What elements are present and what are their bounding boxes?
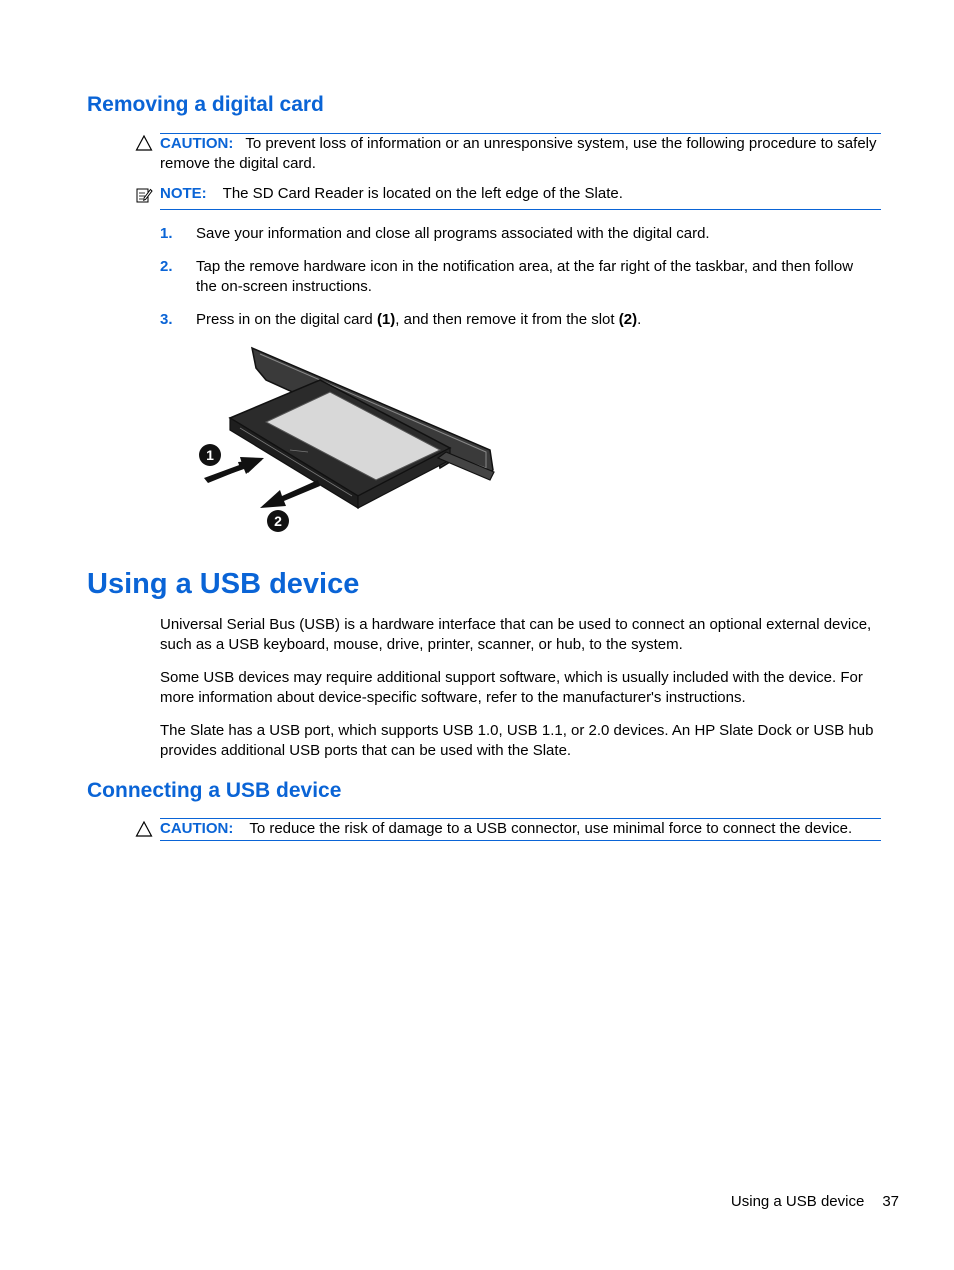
page-footer — [715, 1192, 899, 1212]
caution-text: To reduce the risk of damage to a USB connector, use minimal force to connect the device. — [249, 820, 853, 837]
caution-triangle-icon — [135, 820, 153, 838]
step-number: 1. — [160, 225, 173, 242]
caution-notice — [160, 133, 881, 173]
step-text: Press in on the digital card (1), and then remove it from the slot (2). — [196, 311, 642, 328]
note-label: NOTE: — [160, 185, 207, 202]
footer-section-name: Using a USB device — [730, 1193, 865, 1210]
step-text: Save your information and close all programs associated with the digital card. — [196, 225, 710, 242]
section-heading-using-usb-device: Using a USB device — [87, 568, 360, 600]
sd-card-removal-illustration — [190, 340, 510, 540]
caution-label: CAUTION: — [160, 135, 234, 152]
caution-triangle-icon — [135, 134, 153, 152]
section-heading-connecting-usb-device: Connecting a USB device — [87, 779, 342, 802]
caution-notice — [160, 818, 881, 841]
page-number: 37 — [882, 1193, 899, 1210]
note-pencil-icon — [135, 186, 153, 204]
paragraph: Universal Serial Bus (USB) is a hardware interface that can be used to connect an optional external device, such as a USB keyboard, mouse, drive, printer, scanner, or hub, to the system. — [160, 616, 872, 653]
callout-1: 1 — [206, 447, 214, 463]
caution-label: CAUTION: — [160, 820, 234, 837]
note-text: The SD Card Reader is located on the left edge of the Slate. — [222, 185, 623, 202]
callout-2: 2 — [274, 513, 282, 529]
step-number: 2. — [160, 258, 173, 275]
section-heading-removing-digital-card: Removing a digital card — [87, 93, 324, 116]
step-number: 3. — [160, 311, 173, 328]
step-text: Tap the remove hardware icon in the notification area, at the far right of the taskbar, and then follow the on-screen instructions. — [196, 258, 854, 295]
paragraph: Some USB devices may require additional support software, which is usually included with the device. For more information about device-specific software, refer to the manufacturer's instructions. — [160, 669, 863, 706]
caution-text: To prevent loss of information or an unresponsive system, use the following procedure to safely remove the digital card. — [160, 135, 877, 172]
note-notice — [160, 184, 881, 210]
paragraph: The Slate has a USB port, which supports USB 1.0, USB 1.1, or 2.0 devices. An HP Slate Dock or USB hub provides additional USB ports that can be used with the Slate. — [160, 722, 874, 759]
